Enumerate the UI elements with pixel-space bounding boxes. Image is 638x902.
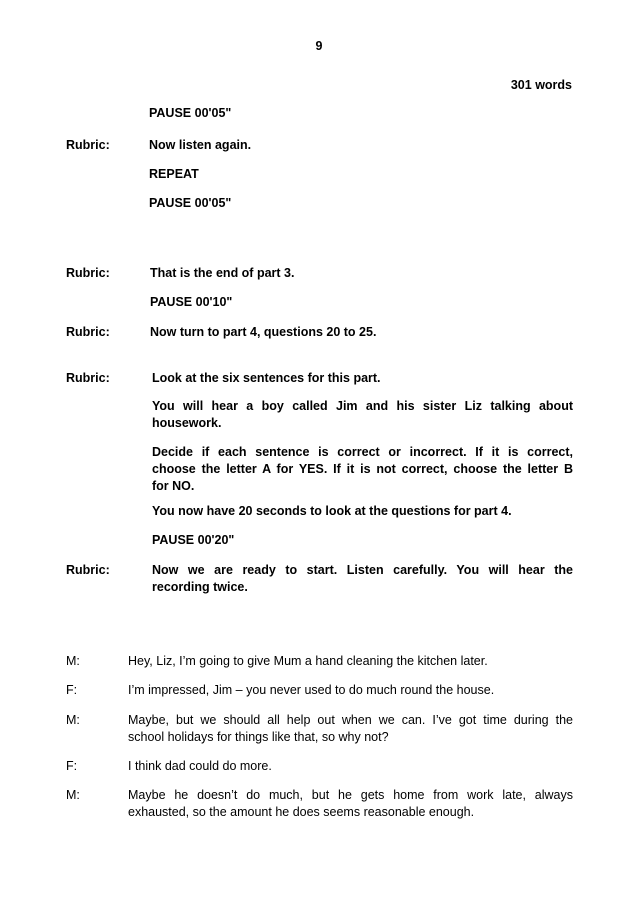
dialogue-line: school holidays for things like that, so why not? bbox=[128, 730, 389, 744]
rubric-text: Now turn to part 4, questions 20 to 25. bbox=[150, 325, 377, 339]
pause-1: PAUSE 00'05" bbox=[149, 106, 232, 120]
pause-2: PAUSE 00'05" bbox=[149, 196, 232, 210]
instruction-paragraph bbox=[152, 398, 573, 432]
pause-4: PAUSE 00'20" bbox=[152, 533, 235, 547]
instruction-line: choose the letter A for YES. If it is not correct, choose the letter B bbox=[152, 462, 573, 476]
dialogue-paragraph bbox=[128, 712, 573, 746]
rubric-label: Rubric: bbox=[66, 563, 110, 577]
dialogue-line: I think dad could do more. bbox=[128, 759, 272, 773]
rubric-paragraph bbox=[152, 562, 573, 596]
pause-3: PAUSE 00'10" bbox=[150, 295, 233, 309]
word-count: 301 words bbox=[510, 78, 572, 92]
dialogue-line: Maybe, but we should all help out when we can. I’ve got time during the bbox=[128, 713, 573, 727]
speaker-label: M: bbox=[66, 713, 80, 727]
speaker-label: M: bbox=[66, 654, 80, 668]
rubric-label: Rubric: bbox=[66, 266, 110, 280]
instruction-line: Decide if each sentence is correct or incorrect. If it is correct, bbox=[152, 445, 573, 459]
rubric-text: That is the end of part 3. bbox=[150, 266, 295, 280]
rubric-text: Look at the six sentences for this part. bbox=[152, 371, 381, 385]
speaker-label: F: bbox=[66, 683, 78, 697]
speaker-label: F: bbox=[66, 759, 78, 773]
dialogue-line: Maybe he doesn’t do much, but he gets home from work late, always bbox=[128, 788, 573, 802]
instruction-paragraph: You now have 20 seconds to look at the questions for part 4. bbox=[152, 504, 512, 518]
rubric-text: Now listen again. bbox=[149, 138, 252, 152]
rubric-label: Rubric: bbox=[66, 325, 110, 339]
dialogue-line: Hey, Liz, I’m going to give Mum a hand cleaning the kitchen later. bbox=[128, 654, 488, 668]
dialogue-paragraph bbox=[128, 787, 573, 821]
rubric-line: recording twice. bbox=[152, 580, 248, 594]
rubric-label: Rubric: bbox=[66, 138, 110, 152]
repeat-instruction: REPEAT bbox=[149, 167, 199, 181]
instruction-line: You will hear a boy called Jim and his sister Liz talking about bbox=[152, 399, 573, 413]
rubric-label: Rubric: bbox=[66, 371, 110, 385]
page-number: 9 bbox=[315, 39, 323, 53]
rubric-line: Now we are ready to start. Listen carefully. You will hear the bbox=[152, 563, 573, 577]
instruction-line: housework. bbox=[152, 416, 222, 430]
instruction-line: for NO. bbox=[152, 479, 195, 493]
dialogue-line: I’m impressed, Jim – you never used to do much round the house. bbox=[128, 683, 495, 697]
instruction-paragraph bbox=[152, 444, 573, 495]
speaker-label: M: bbox=[66, 788, 80, 802]
dialogue-line: exhausted, so the amount he does seems reasonable enough. bbox=[128, 805, 475, 819]
